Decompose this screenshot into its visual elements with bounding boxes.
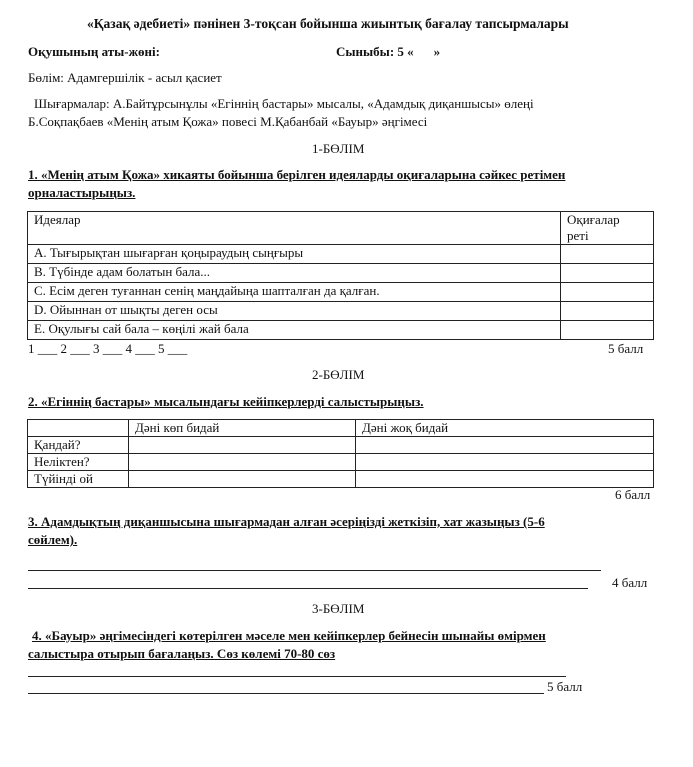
compare-header-none: Дәні жоқ бидай — [356, 420, 654, 437]
order-cell-b[interactable] — [561, 264, 654, 283]
part3-heading: 3-БӨЛІМ — [312, 601, 365, 616]
compare-cell[interactable] — [129, 471, 356, 488]
compare-cell[interactable] — [356, 454, 654, 471]
order-cell-c[interactable] — [561, 283, 654, 302]
idea-row-a: A. Тығырықтан шығарған қоңыраудың сыңғыры — [28, 245, 561, 264]
order-cell-d[interactable] — [561, 302, 654, 321]
answer-line[interactable] — [28, 693, 544, 694]
student-name-label: Оқушының аты-жөні: — [28, 44, 160, 59]
order-header — [561, 212, 654, 245]
answer-line[interactable] — [28, 588, 588, 589]
compare-cell[interactable] — [356, 471, 654, 488]
part1-score: 5 балл — [608, 341, 644, 356]
class-label-open: Сыныбы: 5 « — [336, 44, 414, 59]
part1-heading: 1-БӨЛІМ — [312, 141, 365, 156]
works-line-2: Б.Соқпақбаев «Менің атым Қожа» повесі М.Қабанбай «Бауыр» әңгімесі — [28, 114, 428, 129]
task4-line-2: салыстыра отырып бағалаңыз. Сөз көлемі 70-80 сөз — [28, 646, 336, 661]
part2-score: 6 балл — [615, 487, 651, 502]
answer-line[interactable] — [28, 676, 566, 677]
ideas-header: Идеялар — [28, 212, 561, 245]
answer-line[interactable] — [28, 570, 601, 571]
idea-row-e: E. Оқулығы сай бала – көңілі жай бала — [28, 321, 561, 340]
section-line: Бөлім: Адамгершілік - асыл қасиет — [28, 70, 222, 85]
compare-row-what: Қандай? — [28, 437, 129, 454]
order-cell-a[interactable] — [561, 245, 654, 264]
task2-text: 2. «Егіннің бастары» мысалындағы кейіпкерлерді салыстырыңыз. — [28, 394, 424, 409]
compare-row-why: Неліктен? — [28, 454, 129, 471]
document-title: «Қазақ әдебиеті» пәнінен 3-тоқсан бойынша жиынтық бағалау тапсырмалары — [87, 16, 569, 31]
part3-score: 5 балл — [547, 679, 583, 694]
compare-cell[interactable] — [129, 437, 356, 454]
ideas-table — [27, 211, 654, 340]
compare-cell[interactable] — [356, 437, 654, 454]
task4-line-1: 4. «Бауыр» әңгімесіндегі көтерілген мәселе мен кейіпкерлер бейнесін шынайы өмірмен — [32, 628, 546, 643]
class-label-close: » — [433, 44, 441, 59]
class-label — [336, 44, 440, 60]
task1-line-2: орналастырыңыз. — [28, 185, 136, 200]
task1-line-1: 1. «Менің атым Қожа» хикаяты бойынша берілген идеяларды оқиғаларына сәйкес ретімен — [28, 167, 566, 182]
compare-header-many: Дәні көп бидай — [129, 420, 356, 437]
order-header-line-2: реті — [567, 228, 589, 243]
idea-row-d: D. Ойыннан от шықты деген осы — [28, 302, 561, 321]
task3-line-1: 3. Адамдықтың диқаншысына шығармадан алған әсеріңізді жеткізіп, хат жазыңыз (5-6 — [28, 514, 545, 529]
compare-table — [27, 419, 654, 488]
works-line-1: Шығармалар: А.Байтұрсынұлы «Егіннің бастары» мысалы, «Адамдық диқаншысы» өлеңі — [34, 96, 534, 111]
task3-line-2: сөйлем). — [28, 532, 78, 547]
compare-corner-cell — [28, 420, 129, 437]
order-answer-line: 1 ___ 2 ___ 3 ___ 4 ___ 5 ___ — [28, 341, 188, 356]
compare-cell[interactable] — [129, 454, 356, 471]
order-cell-e[interactable] — [561, 321, 654, 340]
compare-row-conclusion: Түйінді ой — [28, 471, 129, 488]
order-header-line-1: Оқиғалар — [567, 212, 620, 227]
part2-heading: 2-БӨЛІМ — [312, 367, 365, 382]
idea-row-b: B. Түбінде адам болатын бала... — [28, 264, 561, 283]
task3-score: 4 балл — [612, 575, 648, 590]
idea-row-c: C. Есім деген туғаннан сенің маңдайыңа шапталған да қалған. — [28, 283, 561, 302]
